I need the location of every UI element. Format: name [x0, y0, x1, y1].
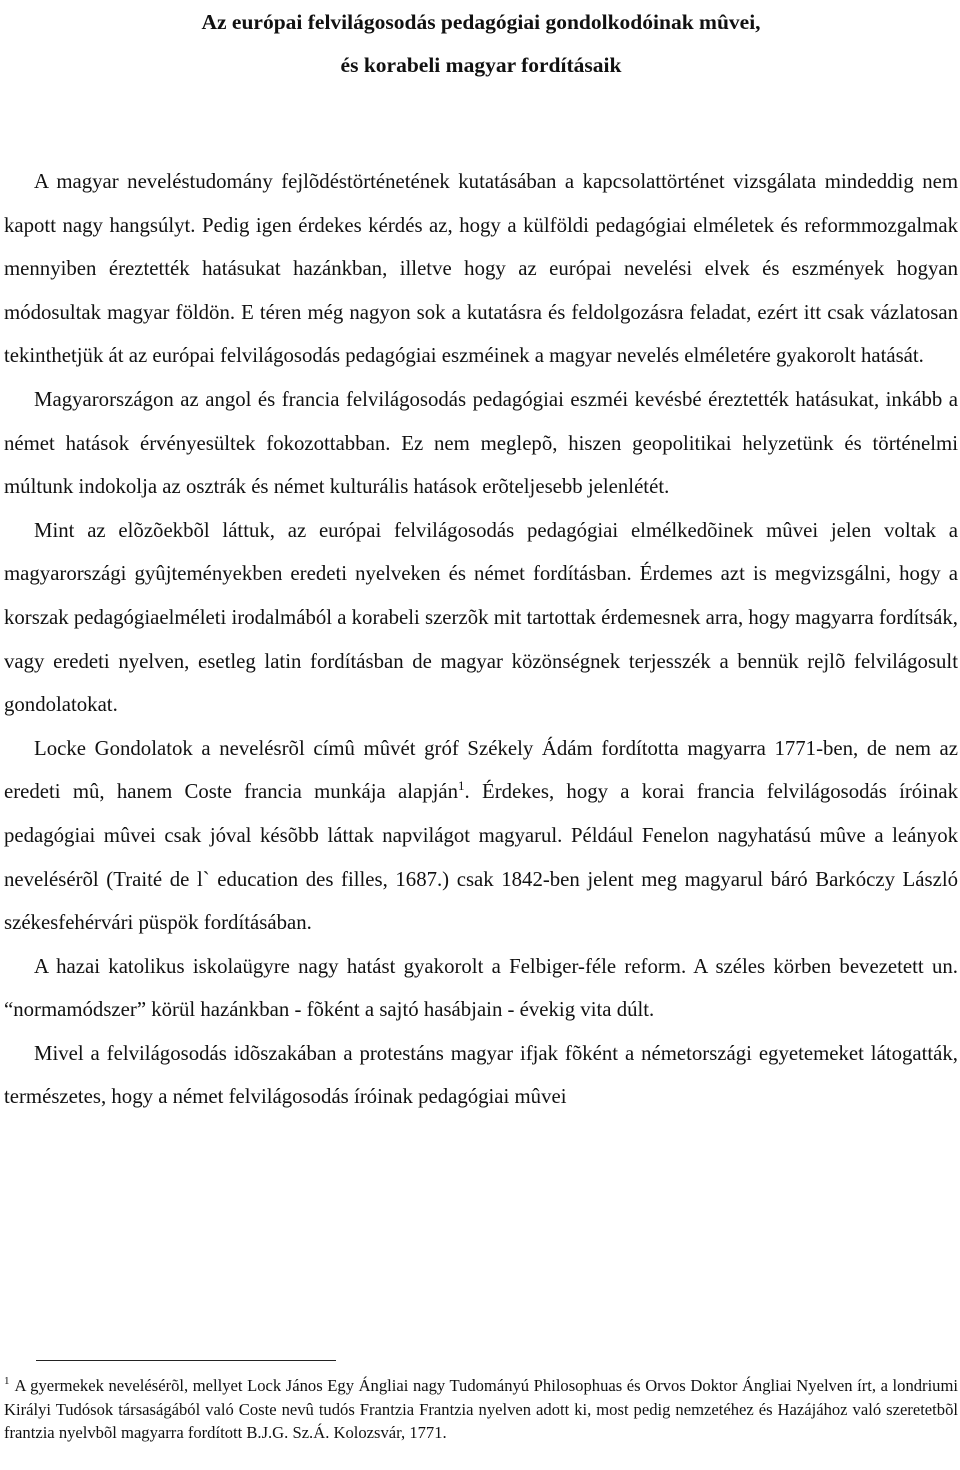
title-line-1: Az európai felvilágosodás pedagógiai gondolkodóinak mûvei,: [201, 10, 761, 34]
paragraph-2: Magyarországon az angol és francia felvilágosodás pedagógiai eszméi kevésbé éreztették hatásukat, inkább a német hatások érvényesültek fokozottabban. Ez nem meglepõ, hiszen geopolitikai helyzetünk és történelmi múltunk indokolja az osztrák és német kulturális hatások erõteljesebb jelenlétét.: [4, 387, 958, 499]
paragraph-3: Mint az elõzõekbõl láttuk, az európai felvilágosodás pedagógiai elmélkedõinek mûvei jelen voltak a magyarországi gyûjteményekben eredeti nyelveken és német fordításban. Érdemes azt is megvizsgálni, hogy a korszak pedagógiaelméleti irodalmából a korabeli szerzõk mit tartottak érdemesnek arra, hogy magyarra fordítsák, vagy eredeti nyelven, esetleg latin fordításban de magyar közönségnek terjesszék a bennük rejlõ felvilágosult gondolatokat.: [4, 518, 958, 717]
paragraph-5: A hazai katolikus iskolaügyre nagy hatást gyakorolt a Felbiger-féle reform. A széles körben bevezetett un. “normamódszer” körül hazánkban - fõként a sajtó hasábjain - évekig vita dúlt.: [4, 954, 958, 1022]
title-line-2: és korabeli magyar fordításaik: [340, 53, 622, 77]
document-body: [4, 160, 958, 1119]
document-title: [4, 0, 958, 87]
paragraph-4: [4, 727, 958, 945]
footnote-reference[interactable]: 1: [458, 778, 465, 794]
footnote-text: A gyermekek nevelésérõl, mellyet Lock János Egy Ángliai nagy Tudományú Philosophuas és Orvos Doktor Ángliai Nyelven írt, a londriumi Királyi Tudósok társaságából való Coste nevû tudós Frantzia Frantzia nyelven adott ki, most pedig nemzetéhez és Hazájához való szeretetbõl frantzia nyelvbõl magyarra fordított B.J.G. Sz.Á. Kolozsvár, 1771.: [4, 1376, 958, 1442]
paragraph-4-part-1: Locke Gondolatok a nevelésrõl címû mûvét gróf Székely Ádám fordította magyarra 1771-ben, de nem az eredeti mû, hanem Coste francia munkája alapján: [4, 736, 958, 804]
footnote-mark: 1: [4, 1375, 10, 1388]
paragraph-4-part-2: . Érdekes, hogy a korai francia felvilágosodás íróinak pedagógiai mûvei csak jóval késõbb láttak napvilágot magyarul. Például Fenelon nagyhatású mûve a leányok nevelésérõl (Traité de l` education des filles, 1687.) csak 1842-ben jelent meg magyarul báró Barkóczy László székesfehérvári püspök fordításában.: [4, 780, 958, 935]
footnote-separator: [36, 1360, 336, 1361]
paragraph-6: Mivel a felvilágosodás idõszakában a protestáns magyar ifjak fõként a németországi egyetemeket látogatták, természetes, hogy a német felvilágosodás íróinak pedagógiai mûvei: [4, 1041, 958, 1109]
paragraph-1: A magyar neveléstudomány fejlõdéstörténetének kutatásában a kapcsolattörténet vizsgálata mindeddig nem kapott nagy hangsúlyt. Pedig igen érdekes kérdés az, hogy a külföldi pedagógiai elméletek és reformmozgalmak mennyiben éreztették hatásukat hazánkban, illetve hogy az európai nevelési elvek és eszmények hogyan módosultak magyar földön. E téren még nagyon sok a kutatásra és feldolgozásra feladat, ezért itt csak vázlatosan tekinthetjük át az európai felvilágosodás pedagógiai eszméinek a magyar nevelés elméletére gyakorolt hatását.: [4, 170, 958, 368]
footnote: [4, 1374, 958, 1445]
